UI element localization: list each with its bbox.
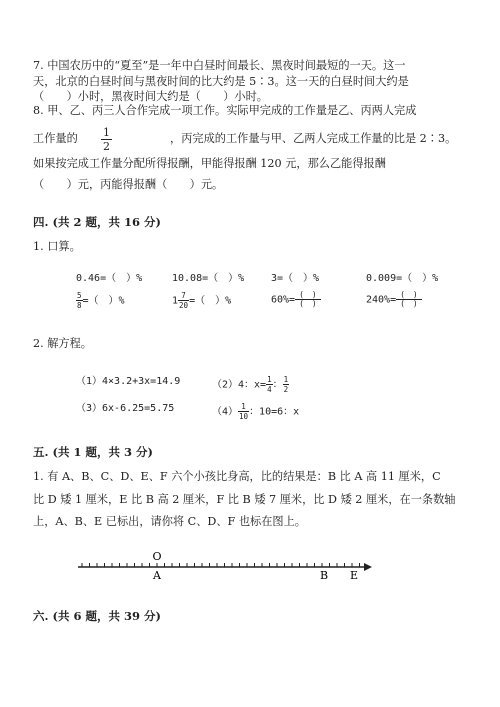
oral-calc-3: 3=（ ）% [271, 273, 320, 284]
arrow-head-icon [364, 563, 372, 571]
section6-title: 六. (共 6 题，共 39 分) [33, 609, 161, 623]
point-e-label: E [349, 569, 359, 582]
s5-line2: 比 D 矮 1 厘米，E 比 B 高 2 厘米，F 比 B 矮 7 厘米，比 D 矮 2 厘米，在一条数轴 [33, 493, 456, 506]
q7-line2: 天，北京的白昼时间与黑夜时间的比大约是 5∶3。这一天的白昼时间大约是 [33, 75, 409, 88]
q8-fraction [101, 126, 112, 153]
fraction: $\frac{5}{8}$ [77, 291, 82, 310]
oral-calc-title: 1. 口算。 [33, 240, 81, 253]
s5-line3: 上，A、B、E 已标出，请你将 C、D、F 也标在图上。 [33, 515, 306, 528]
fraction: $\frac{1}{4}$ [267, 375, 272, 394]
equation-2: （2）4：x= $\frac{1}{4}$ ： $\frac{1}{2}$ [212, 375, 289, 394]
q8-line3: 如果按完成工作量分配所得报酬，甲能得报酬 120 元，那么乙能得报酬 [33, 157, 386, 170]
oral-calc-7: 60%= $\frac{( )}{( )}$ [271, 291, 321, 308]
section4-title: 四. (共 2 题，共 16 分) [33, 215, 161, 229]
number-line [0, 545, 500, 595]
s5-line1: 1. 有 A、B、C、D、E、F 六个小孩比身高，比的结果是：B 比 A 高 11 厘米，C [33, 470, 441, 483]
oral-calc-4: 0.009=（ ）% [366, 273, 439, 284]
oral-calc-1: 0.46=（ ）% [76, 273, 143, 284]
oral-calc-5: $\frac{5}{8}$ =（ ）% [77, 291, 125, 310]
fraction: $\frac{1}{10}$ [239, 402, 249, 421]
q8-line4: （ ）元，丙能得报酬（ ）元。 [33, 178, 224, 191]
origin-label: O [152, 550, 162, 563]
point-a-label: A [153, 569, 161, 582]
q7-line3: （ ）小时，黑夜时间大约是（ ）小时。 [33, 90, 268, 103]
equation-3: （3）6x-6.25=5.75 [76, 403, 175, 414]
fraction: $\frac{1}{2}$ [283, 375, 289, 394]
q7-line1: 7. 中国农历中的“夏至”是一年中白昼时间最长、黑夜时间最短的一天。这一 [33, 59, 406, 72]
oral-calc-6: 1 $\frac{7}{20}$ =（ ）% [172, 291, 232, 310]
equation-title: 2. 解方程。 [33, 337, 92, 350]
point-b-label: B [319, 569, 329, 582]
q8-line1: 8. 甲、乙、丙三人合作完成一项工作。实际甲完成的工作量是乙、丙两人完成 [33, 104, 417, 117]
fraction: $\frac{7}{20}$ [179, 291, 189, 310]
equation-4: （4） $\frac{1}{10}$ ：10=6：x [212, 402, 300, 421]
equation-1: （1）4×3.2+3x=14.9 [76, 376, 181, 387]
q8-line2-suffix: ，丙完成的工作量与甲、乙两人完成工作量的比是 2∶3。 [170, 132, 457, 145]
fraction-numerator: 1 [103, 126, 110, 139]
oral-calc-2: 10.08=（ ）% [172, 273, 245, 284]
q8-line2-prefix: 工作量的 [33, 132, 78, 145]
oral-calc-8: 240%= $\frac{( )}{( )}$ [366, 291, 422, 308]
fraction: $\frac{( )}{( )}$ [295, 291, 321, 308]
section5-title: 五. (共 1 题，共 3 分) [33, 445, 153, 459]
fraction-denominator: 2 [103, 140, 110, 153]
fraction: $\frac{( )}{( )}$ [396, 291, 422, 308]
